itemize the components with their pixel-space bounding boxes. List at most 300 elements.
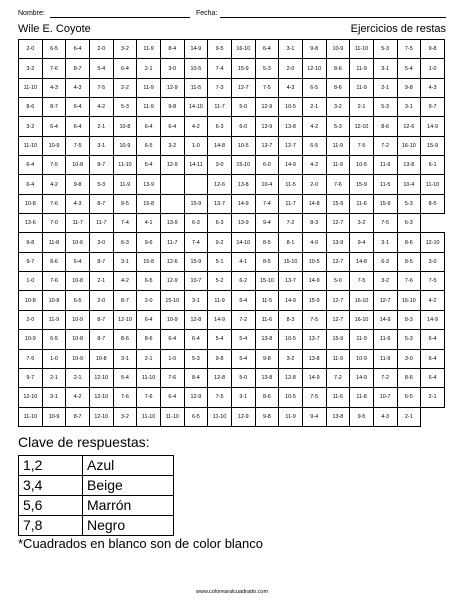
grid-cell: 2-1 bbox=[89, 272, 113, 291]
grid-cell: 13-6 bbox=[19, 214, 43, 233]
grid-cell: 4-1 bbox=[231, 252, 255, 271]
grid-cell: 3-1 bbox=[373, 233, 397, 252]
answer-key-numbers: 5,6 bbox=[19, 496, 83, 516]
grid-cell: 10-8 bbox=[19, 194, 43, 213]
grid-cell: 12-10 bbox=[89, 388, 113, 407]
grid-cell: 10-7 bbox=[373, 388, 397, 407]
grid-cell: 14-9 bbox=[184, 40, 208, 59]
grid-cell: 1-0 bbox=[160, 349, 184, 368]
grid-cell: 13-7 bbox=[279, 272, 303, 291]
grid-cell: 14-9 bbox=[421, 310, 445, 329]
grid-cell: 9-5 bbox=[113, 194, 137, 213]
grid-cell: 12-6 bbox=[397, 117, 421, 136]
grid-cell: 3-0 bbox=[397, 349, 421, 368]
grid-cell: 14-8 bbox=[302, 194, 326, 213]
grid-cell: 10-5 bbox=[279, 388, 303, 407]
grid-cell: 1-0 bbox=[184, 136, 208, 155]
grid-cell: 12-10 bbox=[113, 310, 137, 329]
grid-cell: 9-8 bbox=[421, 40, 445, 59]
grid-cell: 9-8 bbox=[397, 78, 421, 97]
grid-cell: 6-3 bbox=[113, 233, 137, 252]
grid-cell: 6-5 bbox=[302, 136, 326, 155]
grid-cell: 10-9 bbox=[113, 136, 137, 155]
grid-cell: 2-0 bbox=[302, 175, 326, 194]
grid-cell: 3-2 bbox=[326, 98, 350, 117]
grid-cell: 15-9 bbox=[184, 194, 208, 213]
grid-cell: 14-10 bbox=[184, 98, 208, 117]
grid-cell: 14-9 bbox=[302, 368, 326, 387]
date-line bbox=[220, 17, 446, 18]
grid-cell: 7-5 bbox=[302, 388, 326, 407]
grid-cell: 15-9 bbox=[231, 59, 255, 78]
grid-cell: 11-6 bbox=[255, 310, 279, 329]
grid-cell: 5-3 bbox=[184, 349, 208, 368]
grid-cell: 2-0 bbox=[89, 291, 113, 310]
grid-cell: 4-3 bbox=[373, 407, 397, 426]
grid-cell: 13-8 bbox=[279, 117, 303, 136]
grid-cell: 4-2 bbox=[302, 156, 326, 175]
grid-cell bbox=[160, 194, 184, 213]
grid-cell: 9-8 bbox=[208, 349, 232, 368]
grid-cell: 2-0 bbox=[19, 40, 43, 59]
grid-cell: 16-10 bbox=[231, 40, 255, 59]
grid-cell: 6-3 bbox=[397, 214, 421, 233]
grid-cell: 6-4 bbox=[160, 388, 184, 407]
grid-cell: 12-7 bbox=[231, 78, 255, 97]
grid-cell: 3-0 bbox=[421, 252, 445, 271]
grid-cell: 15-9 bbox=[326, 194, 350, 213]
grid-cell: 6-4 bbox=[160, 117, 184, 136]
grid-cell: 11-9 bbox=[326, 136, 350, 155]
grid-cell: 4-2 bbox=[113, 272, 137, 291]
grid-cell: 8-6 bbox=[19, 98, 43, 117]
grid-cell: 12-8 bbox=[279, 368, 303, 387]
grid-cell: 10-8 bbox=[66, 272, 90, 291]
grid-cell: 6-4 bbox=[184, 330, 208, 349]
grid-cell: 10-8 bbox=[66, 330, 90, 349]
grid-cell: 14-10 bbox=[231, 233, 255, 252]
grid-cell: 10-9 bbox=[42, 407, 66, 426]
grid-cell: 11-9 bbox=[373, 156, 397, 175]
grid-cell: 2-1 bbox=[397, 407, 421, 426]
grid-row bbox=[19, 136, 445, 155]
grid-cell: 11-5 bbox=[373, 175, 397, 194]
grid-cell: 9-8 bbox=[255, 349, 279, 368]
grid-cell: 4-2 bbox=[42, 175, 66, 194]
grid-cell: 9-4 bbox=[255, 214, 279, 233]
grid-cell: 6-0 bbox=[231, 117, 255, 136]
grid-cell: 15-9 bbox=[184, 252, 208, 271]
grid-cell: 8-7 bbox=[113, 291, 137, 310]
grid-cell: 14-9 bbox=[350, 368, 374, 387]
grid-cell: 9-5 bbox=[208, 40, 232, 59]
grid-cell: 7-3 bbox=[208, 78, 232, 97]
grid-cell: 12-7 bbox=[326, 214, 350, 233]
grid-cell: 7-5 bbox=[42, 156, 66, 175]
grid-row bbox=[19, 349, 445, 368]
grid-cell: 8-6 bbox=[373, 117, 397, 136]
worksheet-title: Wile E. Coyote bbox=[18, 23, 91, 35]
grid-cell: 6-2 bbox=[231, 272, 255, 291]
grid-cell: 8-5 bbox=[421, 194, 445, 213]
grid-cell: 10-9 bbox=[66, 310, 90, 329]
grid-cell: 8-7 bbox=[89, 330, 113, 349]
grid-cell: 12-9 bbox=[160, 78, 184, 97]
grid-cell: 3-1 bbox=[279, 40, 303, 59]
grid-cell: 15-10 bbox=[231, 156, 255, 175]
grid-cell: 3-0 bbox=[208, 156, 232, 175]
grid-cell: 15-9 bbox=[350, 175, 374, 194]
grid-cell: 10-9 bbox=[42, 136, 66, 155]
grid-cell: 4-2 bbox=[421, 291, 445, 310]
grid-cell: 8-6 bbox=[255, 388, 279, 407]
grid-cell: 11-10 bbox=[19, 407, 43, 426]
grid-cell: 11-9 bbox=[42, 310, 66, 329]
grid-cell: 14-9 bbox=[279, 291, 303, 310]
grid-cell: 4-1 bbox=[137, 214, 161, 233]
answer-key-color: Beige bbox=[83, 476, 174, 496]
grid-cell: 5-3 bbox=[373, 40, 397, 59]
grid-cell: 11-9 bbox=[373, 330, 397, 349]
footer-url: www.colorearalcuadrado.com bbox=[195, 589, 269, 595]
grid-cell: 11-9 bbox=[137, 78, 161, 97]
grid-cell: 5-4 bbox=[113, 368, 137, 387]
grid-cell: 9-7 bbox=[421, 98, 445, 117]
grid-cell: 11-7 bbox=[279, 194, 303, 213]
grid-cell: 4-3 bbox=[66, 194, 90, 213]
answer-key-color: Azul bbox=[83, 456, 174, 476]
grid-cell: 3-2 bbox=[113, 40, 137, 59]
grid-cell: 13-9 bbox=[137, 175, 161, 194]
answer-key-table bbox=[18, 455, 174, 536]
grid-cell: 5-2 bbox=[208, 272, 232, 291]
grid-cell: 5-4 bbox=[397, 59, 421, 78]
grid-cell: 15-9 bbox=[421, 136, 445, 155]
grid-cell bbox=[184, 175, 208, 194]
grid-cell: 10-9 bbox=[350, 349, 374, 368]
answer-key-row bbox=[19, 476, 174, 496]
grid-cell: 4-2 bbox=[89, 98, 113, 117]
grid-cell: 11-10 bbox=[208, 407, 232, 426]
grid-cell: 16-10 bbox=[397, 291, 421, 310]
grid-cell: 12-7 bbox=[326, 252, 350, 271]
grid-cell: 11-7 bbox=[208, 98, 232, 117]
grid-cell: 12-7 bbox=[373, 291, 397, 310]
grid-cell: 9-7 bbox=[19, 252, 43, 271]
grid-cell: 14-8 bbox=[208, 136, 232, 155]
grid-cell: 13-9 bbox=[160, 214, 184, 233]
grid-cell: 15-10 bbox=[255, 272, 279, 291]
grid-cell: 8-5 bbox=[397, 252, 421, 271]
grid-cell: 11-9 bbox=[137, 98, 161, 117]
grid-cell: 5-3 bbox=[397, 194, 421, 213]
grid-cell: 3-1 bbox=[373, 59, 397, 78]
grid-cell: 5-4 bbox=[89, 59, 113, 78]
grid-cell: 10-7 bbox=[184, 272, 208, 291]
grid-cell: 6-3 bbox=[208, 214, 232, 233]
grid-cell: 6-4 bbox=[66, 98, 90, 117]
grid-cell: 7-5 bbox=[89, 78, 113, 97]
grid-cell: 6-4 bbox=[137, 117, 161, 136]
grid-cell: 16-10 bbox=[350, 291, 374, 310]
grid-cell: 13-7 bbox=[255, 136, 279, 155]
grid-cell: 7-6 bbox=[137, 388, 161, 407]
grid-row bbox=[19, 214, 445, 233]
grid-cell: 13-8 bbox=[397, 156, 421, 175]
grid-row bbox=[19, 156, 445, 175]
grid-cell: 12-10 bbox=[89, 368, 113, 387]
grid-cell: 12-10 bbox=[19, 388, 43, 407]
grid-cell: 3-2 bbox=[19, 117, 43, 136]
grid-cell: 6-4 bbox=[421, 368, 445, 387]
grid-cell: 5-3 bbox=[326, 117, 350, 136]
grid-cell: 4-2 bbox=[66, 388, 90, 407]
grid-cell: 3-1 bbox=[397, 98, 421, 117]
grid-cell: 3-1 bbox=[184, 291, 208, 310]
grid-cell: 12-8 bbox=[208, 368, 232, 387]
grid-cell: 8-7 bbox=[66, 59, 90, 78]
grid-cell: 11-10 bbox=[19, 136, 43, 155]
grid-cell: 11-9 bbox=[137, 40, 161, 59]
answer-key-numbers: 1,2 bbox=[19, 456, 83, 476]
grid-cell: 2-1 bbox=[137, 59, 161, 78]
grid-cell: 10-6 bbox=[66, 233, 90, 252]
grid-cell: 2-1 bbox=[350, 98, 374, 117]
grid-cell: 7-6 bbox=[42, 59, 66, 78]
grid-cell: 4-3 bbox=[42, 78, 66, 97]
grid-cell: 10-8 bbox=[66, 156, 90, 175]
grid-cell: 11-9 bbox=[326, 349, 350, 368]
grid-cell: 9-8 bbox=[66, 175, 90, 194]
grid-cell: 6-4 bbox=[421, 349, 445, 368]
grid-cell: 8-7 bbox=[89, 252, 113, 271]
date-label: Fecha: bbox=[196, 10, 218, 17]
answer-key-numbers: 7,8 bbox=[19, 516, 83, 536]
grid-cell: 13-8 bbox=[231, 175, 255, 194]
grid-cell: 10-5 bbox=[302, 252, 326, 271]
grid-cell: 5-4 bbox=[137, 156, 161, 175]
grid-cell: 10-8 bbox=[89, 349, 113, 368]
grid-cell: 13-8 bbox=[255, 368, 279, 387]
worksheet-subtitle: Ejercicios de restas bbox=[350, 23, 446, 35]
grid-cell: 11-6 bbox=[326, 388, 350, 407]
grid-cell: 8-3 bbox=[397, 310, 421, 329]
grid-row bbox=[19, 40, 445, 59]
grid-cell: 10-4 bbox=[255, 175, 279, 194]
grid-cell: 14-9 bbox=[231, 194, 255, 213]
grid-cell: 11-8 bbox=[42, 233, 66, 252]
worksheet-header bbox=[0, 0, 464, 20]
grid-row bbox=[19, 368, 445, 387]
grid-cell: 7-2 bbox=[326, 368, 350, 387]
answer-key-numbers: 3,4 bbox=[19, 476, 83, 496]
grid-cell: 7-5 bbox=[255, 78, 279, 97]
grid-cell: 7-2 bbox=[373, 368, 397, 387]
grid-cell: 8-5 bbox=[255, 252, 279, 271]
grid-cell: 8-7 bbox=[89, 194, 113, 213]
grid-cell: 6-4 bbox=[137, 310, 161, 329]
grid-cell: 14-9 bbox=[421, 117, 445, 136]
grid-cell: 12-6 bbox=[160, 252, 184, 271]
grid-cell: 13-9 bbox=[326, 233, 350, 252]
grid-cell: 6-5 bbox=[42, 330, 66, 349]
grid-cell: 7-5 bbox=[19, 349, 43, 368]
grid-cell: 8-6 bbox=[42, 252, 66, 271]
grid-cell: 5-3 bbox=[373, 98, 397, 117]
grid-cell: 7-6 bbox=[160, 368, 184, 387]
name-label: Nombre: bbox=[18, 10, 45, 17]
grid-cell: 8-7 bbox=[42, 98, 66, 117]
grid-cell: 3-0 bbox=[160, 59, 184, 78]
grid-cell: 12-10 bbox=[421, 233, 445, 252]
grid-cell: 16-10 bbox=[350, 310, 374, 329]
grid-row bbox=[19, 117, 445, 136]
grid-cell: 1-0 bbox=[19, 272, 43, 291]
grid-cell: 2-1 bbox=[42, 368, 66, 387]
grid-cell: 13-8 bbox=[302, 349, 326, 368]
grid-cell: 6-5 bbox=[137, 136, 161, 155]
grid-cell: 15-8 bbox=[137, 252, 161, 271]
grid-cell: 12-10 bbox=[89, 407, 113, 426]
grid-cell: 3-2 bbox=[160, 136, 184, 155]
grid-cell: 6-4 bbox=[42, 117, 66, 136]
answer-key-row bbox=[19, 496, 174, 516]
grid-cell: 6-4 bbox=[66, 117, 90, 136]
grid-cell: 2-1 bbox=[373, 78, 397, 97]
grid-cell: 7-6 bbox=[42, 272, 66, 291]
grid-cell: 7-5 bbox=[397, 40, 421, 59]
grid-cell: 6-3 bbox=[373, 252, 397, 271]
grid-cell: 6-5 bbox=[302, 78, 326, 97]
grid-cell: 11-6 bbox=[350, 194, 374, 213]
grid-cell: 6-4 bbox=[421, 330, 445, 349]
grid-cell: 8-3 bbox=[302, 214, 326, 233]
grid-cell: 8-6 bbox=[326, 59, 350, 78]
grid-cell: 11-9 bbox=[350, 330, 374, 349]
grid-cell: 7-5 bbox=[66, 136, 90, 155]
grid-cell: 5-3 bbox=[255, 59, 279, 78]
grid-cell: 14-11 bbox=[184, 156, 208, 175]
grid-cell: 7-5 bbox=[373, 214, 397, 233]
grid-cell: 6-5 bbox=[137, 272, 161, 291]
answer-key-row bbox=[19, 456, 174, 476]
grid-cell: 4-0 bbox=[302, 233, 326, 252]
grid-cell: 6-0 bbox=[255, 156, 279, 175]
grid-cell: 12-9 bbox=[160, 156, 184, 175]
grid-cell: 9-7 bbox=[19, 368, 43, 387]
grid-cell: 4-3 bbox=[66, 78, 90, 97]
grid-cell: 6-4 bbox=[66, 252, 90, 271]
grid-cell: 6-3 bbox=[184, 214, 208, 233]
grid-cell: 9-5 bbox=[350, 407, 374, 426]
grid-cell: 12-7 bbox=[326, 310, 350, 329]
grid-cell: 12-9 bbox=[231, 407, 255, 426]
grid-cell: 11-7 bbox=[89, 214, 113, 233]
grid-cell: 12-10 bbox=[302, 59, 326, 78]
grid-cell: 7-4 bbox=[113, 214, 137, 233]
grid-cell: 14-8 bbox=[350, 252, 374, 271]
grid-cell: 5-3 bbox=[397, 330, 421, 349]
grid-cell: 15-8 bbox=[137, 194, 161, 213]
grid-cell: 11-5 bbox=[279, 175, 303, 194]
grid-cell: 15-9 bbox=[326, 330, 350, 349]
grid-cell: 7-2 bbox=[373, 136, 397, 155]
grid-cell: 8-1 bbox=[279, 233, 303, 252]
grid-cell: 10-9 bbox=[66, 349, 90, 368]
grid-cell: 13-9 bbox=[231, 214, 255, 233]
grid-cell: 1-0 bbox=[421, 59, 445, 78]
grid-cell: 11-9 bbox=[279, 407, 303, 426]
grid-cell: 10-8 bbox=[113, 117, 137, 136]
grid-cell: 5-1 bbox=[208, 252, 232, 271]
grid-cell: 5-4 bbox=[231, 330, 255, 349]
grid-cell: 11-10 bbox=[137, 407, 161, 426]
grid-cell: 8-3 bbox=[279, 310, 303, 329]
grid-cell: 11-9 bbox=[350, 78, 374, 97]
grid-cell: 7-5 bbox=[350, 136, 374, 155]
grid-cell: 12-9 bbox=[160, 272, 184, 291]
grid-cell: 11-9 bbox=[350, 59, 374, 78]
grid-row bbox=[19, 388, 445, 407]
grid-cell: 10-5 bbox=[279, 330, 303, 349]
grid-cell: 7-2 bbox=[279, 214, 303, 233]
grid-row bbox=[19, 330, 445, 349]
grid-cell: 8-6 bbox=[137, 330, 161, 349]
grid-row bbox=[19, 252, 445, 271]
grid-cell: 8-6 bbox=[113, 330, 137, 349]
grid-row bbox=[19, 310, 445, 329]
grid-cell: 7-6 bbox=[326, 175, 350, 194]
name-line bbox=[50, 17, 190, 18]
grid-cell: 4-3 bbox=[279, 78, 303, 97]
grid-cell: 12-7 bbox=[279, 136, 303, 155]
title-row bbox=[18, 23, 446, 39]
grid-row bbox=[19, 291, 445, 310]
grid-cell: 11-10 bbox=[113, 156, 137, 175]
grid-cell: 9-8 bbox=[255, 407, 279, 426]
grid-cell: 14-9 bbox=[302, 272, 326, 291]
grid-cell: 9-4 bbox=[350, 233, 374, 252]
grid-cell: 7-5 bbox=[208, 388, 232, 407]
grid-cell: 13-7 bbox=[208, 194, 232, 213]
grid-cell bbox=[160, 175, 184, 194]
grid-cell: 11-10 bbox=[421, 175, 445, 194]
grid-cell: 14-9 bbox=[208, 310, 232, 329]
grid-cell: 3-2 bbox=[19, 59, 43, 78]
grid-cell: 10-9 bbox=[19, 330, 43, 349]
grid-cell: 5-0 bbox=[231, 98, 255, 117]
grid-row bbox=[19, 233, 445, 252]
grid-cell: 8-6 bbox=[397, 233, 421, 252]
grid-cell: 6-4 bbox=[113, 59, 137, 78]
grid-cell: 2-1 bbox=[66, 368, 90, 387]
grid-cell: 11-5 bbox=[255, 291, 279, 310]
grid-cell: 8-4 bbox=[160, 40, 184, 59]
grid-cell: 6-4 bbox=[255, 40, 279, 59]
grid-cell: 11-9 bbox=[326, 156, 350, 175]
grid-cell: 5-4 bbox=[208, 330, 232, 349]
grid-cell: 6-1 bbox=[421, 156, 445, 175]
grid-cell: 9-8 bbox=[160, 98, 184, 117]
grid-cell: 11-5 bbox=[184, 78, 208, 97]
answer-key-row bbox=[19, 516, 174, 536]
grid-cell: 13-8 bbox=[255, 330, 279, 349]
grid-cell: 7-5 bbox=[350, 272, 374, 291]
grid-cell: 10-5 bbox=[350, 156, 374, 175]
grid-cell: 7-5 bbox=[302, 310, 326, 329]
grid-cell: 2-0 bbox=[137, 291, 161, 310]
grid-row bbox=[19, 194, 445, 213]
